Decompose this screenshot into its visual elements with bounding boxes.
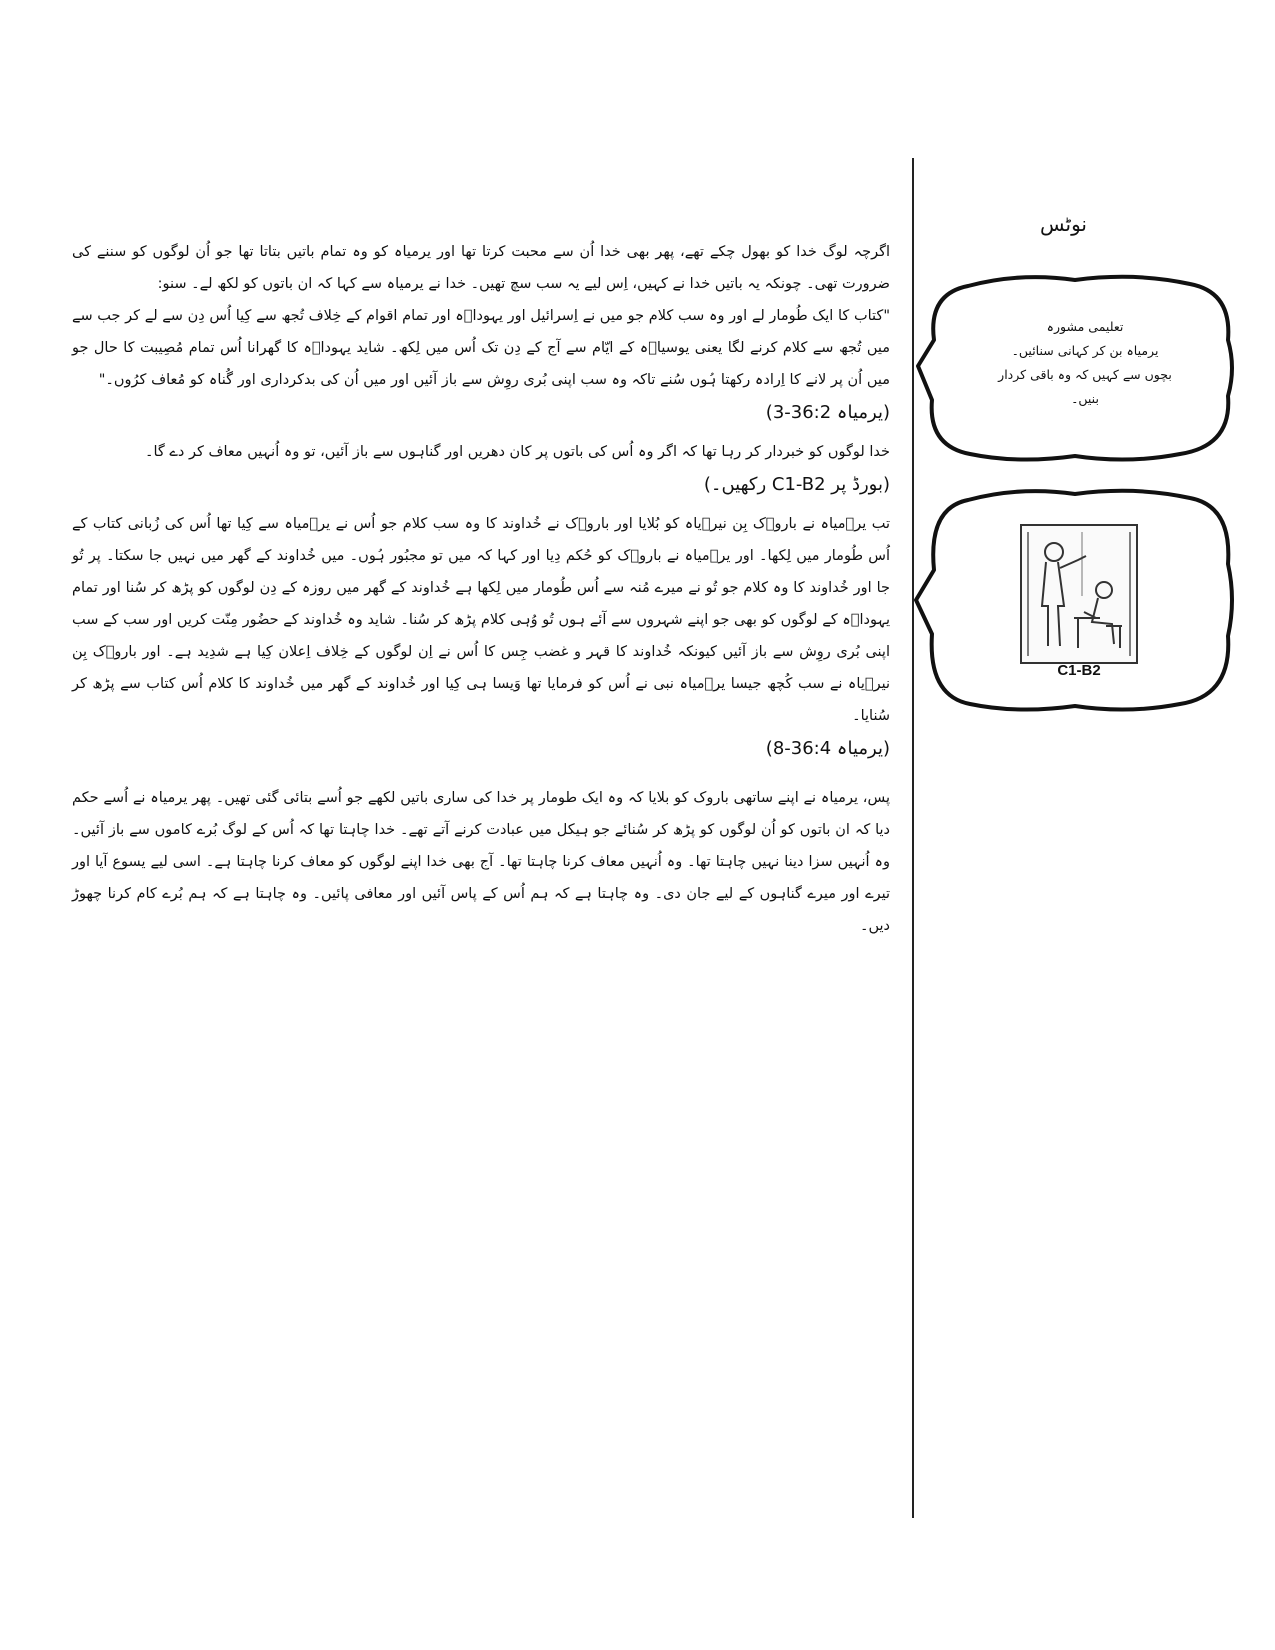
tip-heading: تعلیمی مشورہ — [1046, 319, 1124, 334]
tip-line-2: بچوں سے کہیں کہ وہ باقی کردار بنیں۔ — [998, 367, 1172, 406]
paragraph-intro: اگرچہ لوگ خدا کو بھول چکے تھے، پھر بھی خدا اُن سے محبت کرتا تھا اور یرمیاہ کو وہ تمام باتیں بتاتا تھا جو اُن لوگوں کو سننے کی ضرورت تھی۔ چونکہ یہ باتیں خدا نے کہیں، اِس لیے یہ سب سچ تھیں۔ خدا نے یرمیاہ سے کہا کہ ان باتوں کو لکھ لے۔ سنو: — [72, 244, 890, 292]
paragraph-warning: خدا لوگوں کو خبردار کر رہا تھا کہ اگر وہ اُس کی باتوں پر کان دھریں اور گناہوں سے باز آئیں، تو وہ اُنہیں معاف کر دے گا۔ — [144, 444, 890, 460]
scripture-reference-1: (یرمیاہ 36:2-3) — [765, 402, 890, 423]
main-content — [72, 236, 890, 942]
scripture-quote-1: "کتاب کا ایک طُومار لے اور وہ سب کلام جو میں نے اِسرائیل اور یہوداؔہ اور تمام اقوام کے خِلاف تُجھ سے کِیا اُس دِن سے لے کر جب سے میں تُجھ سے کلام کرنے لگا یعنی یوسیاؔہ کے ایّام سے آج کے دِن تک اُس میں لِکھ۔ شاید یہوداؔہ کا گھرانا اُس تمام مُصِیبت کا حال جو میں اُن پر لانے کا اِرادہ رکھتا ہُوں سُنے تاکہ وہ سب اپنی بُری روِش سے باز آئیں اور میں اُن کی بدکرداری اور گُناہ کو مُعاف کرُوں۔" — [72, 308, 890, 388]
paragraph-conclusion: پس، یرمیاہ نے اپنے ساتھی باروک کو بلایا کہ وہ ایک طومار پر خدا کی ساری باتیں لکھے جو اُسے بتائی گئی تھیں۔ پھر یرمیاہ نے اُسے حکم دیا کہ ان باتوں کو اُن لوگوں کو پڑھ کر سُنائے جو ہیکل میں عبادت کرنے آتے تھے۔ خدا چاہتا تھا کہ اُس کے لوگ بُرے کاموں سے باز آئیں۔ وہ اُنہیں سزا دینا نہیں چاہتا تھا۔ وہ اُنہیں معاف کرنا چاہتا تھا۔ آج بھی خدا اپنے لوگوں کو معاف کرنا چاہتا ہے۔ اسی لیے یسوع آیا اور تیرے اور میرے گناہوں کے لیے جان دی۔ وہ چاہتا ہے کہ ہم اُس کے پاس آئیں اور معافی پائیں۔ وہ چاہتا ہے کہ ہم بُرے کام کرنا چھوڑ دیں۔ — [72, 790, 890, 934]
board-instruction: (بورڈ پر C1-B2 رکھیں۔) — [703, 474, 890, 495]
notes-title: نوٹس — [1040, 212, 1087, 236]
scripture-quote-2: تب یرؔمیاہ نے باروؔک بِن نیرؔیاہ کو بُلایا اور باروؔک نے خُداوند کا وہ سب کلام جو اُس نے یرؔمیاہ سے کِیا تھا اُس کی زُبانی کتاب کے اُس طُومار میں لِکھا۔ اور یرؔمیاہ نے باروؔک کو حُکم دِیا اور کہا کہ میں تو مجبُور ہُوں۔ میں خُداوند کے گھر میں نہیں جا سکتا۔ پر تُو جا اور خُداوند کا وہ کلام جو تُو نے میرے مُنہ سے اُس طُومار میں لِکھا ہے خُداوند کے گھر میں روزہ کے دِن لوگوں کو پڑھ کر سُنا اور تمام یہوداؔہ کے لوگوں کو بھی جو اپنے شہروں سے آئے ہوں تُو وُہی کلام پڑھ کر سُنا۔ شاید وہ خُداوند کے حضُور مِنّت کریں اور سب کے سب اپنی بُری روِش سے باز آئیں کیونکہ خُداوند کا قہر و غضب جِس کا اُس نے اِن لوگوں کے خِلاف اِعلان کِیا ہے شدِید ہے۔ اور باروؔک بِن نیرؔیاہ نے سب کُچھ جیسا یرؔمیاہ نبی نے اُس کو فرمایا تھا وَیسا ہی کِیا اور خُداوند کے گھر میں خُداوند کا کلام اُس کتاب سے پڑھ کر سُنایا۔ — [72, 516, 890, 724]
people-writing-icon — [1022, 526, 1136, 662]
baruch-writing-illustration — [1020, 524, 1138, 664]
figure-label: C1-B2 — [1057, 662, 1101, 679]
scripture-reference-2: (یرمیاہ 36:4-8) — [765, 738, 890, 759]
teaching-tip — [985, 315, 1185, 411]
tip-line-1: یرمیاہ بن کر کہانی سنائیں۔ — [1011, 343, 1159, 358]
